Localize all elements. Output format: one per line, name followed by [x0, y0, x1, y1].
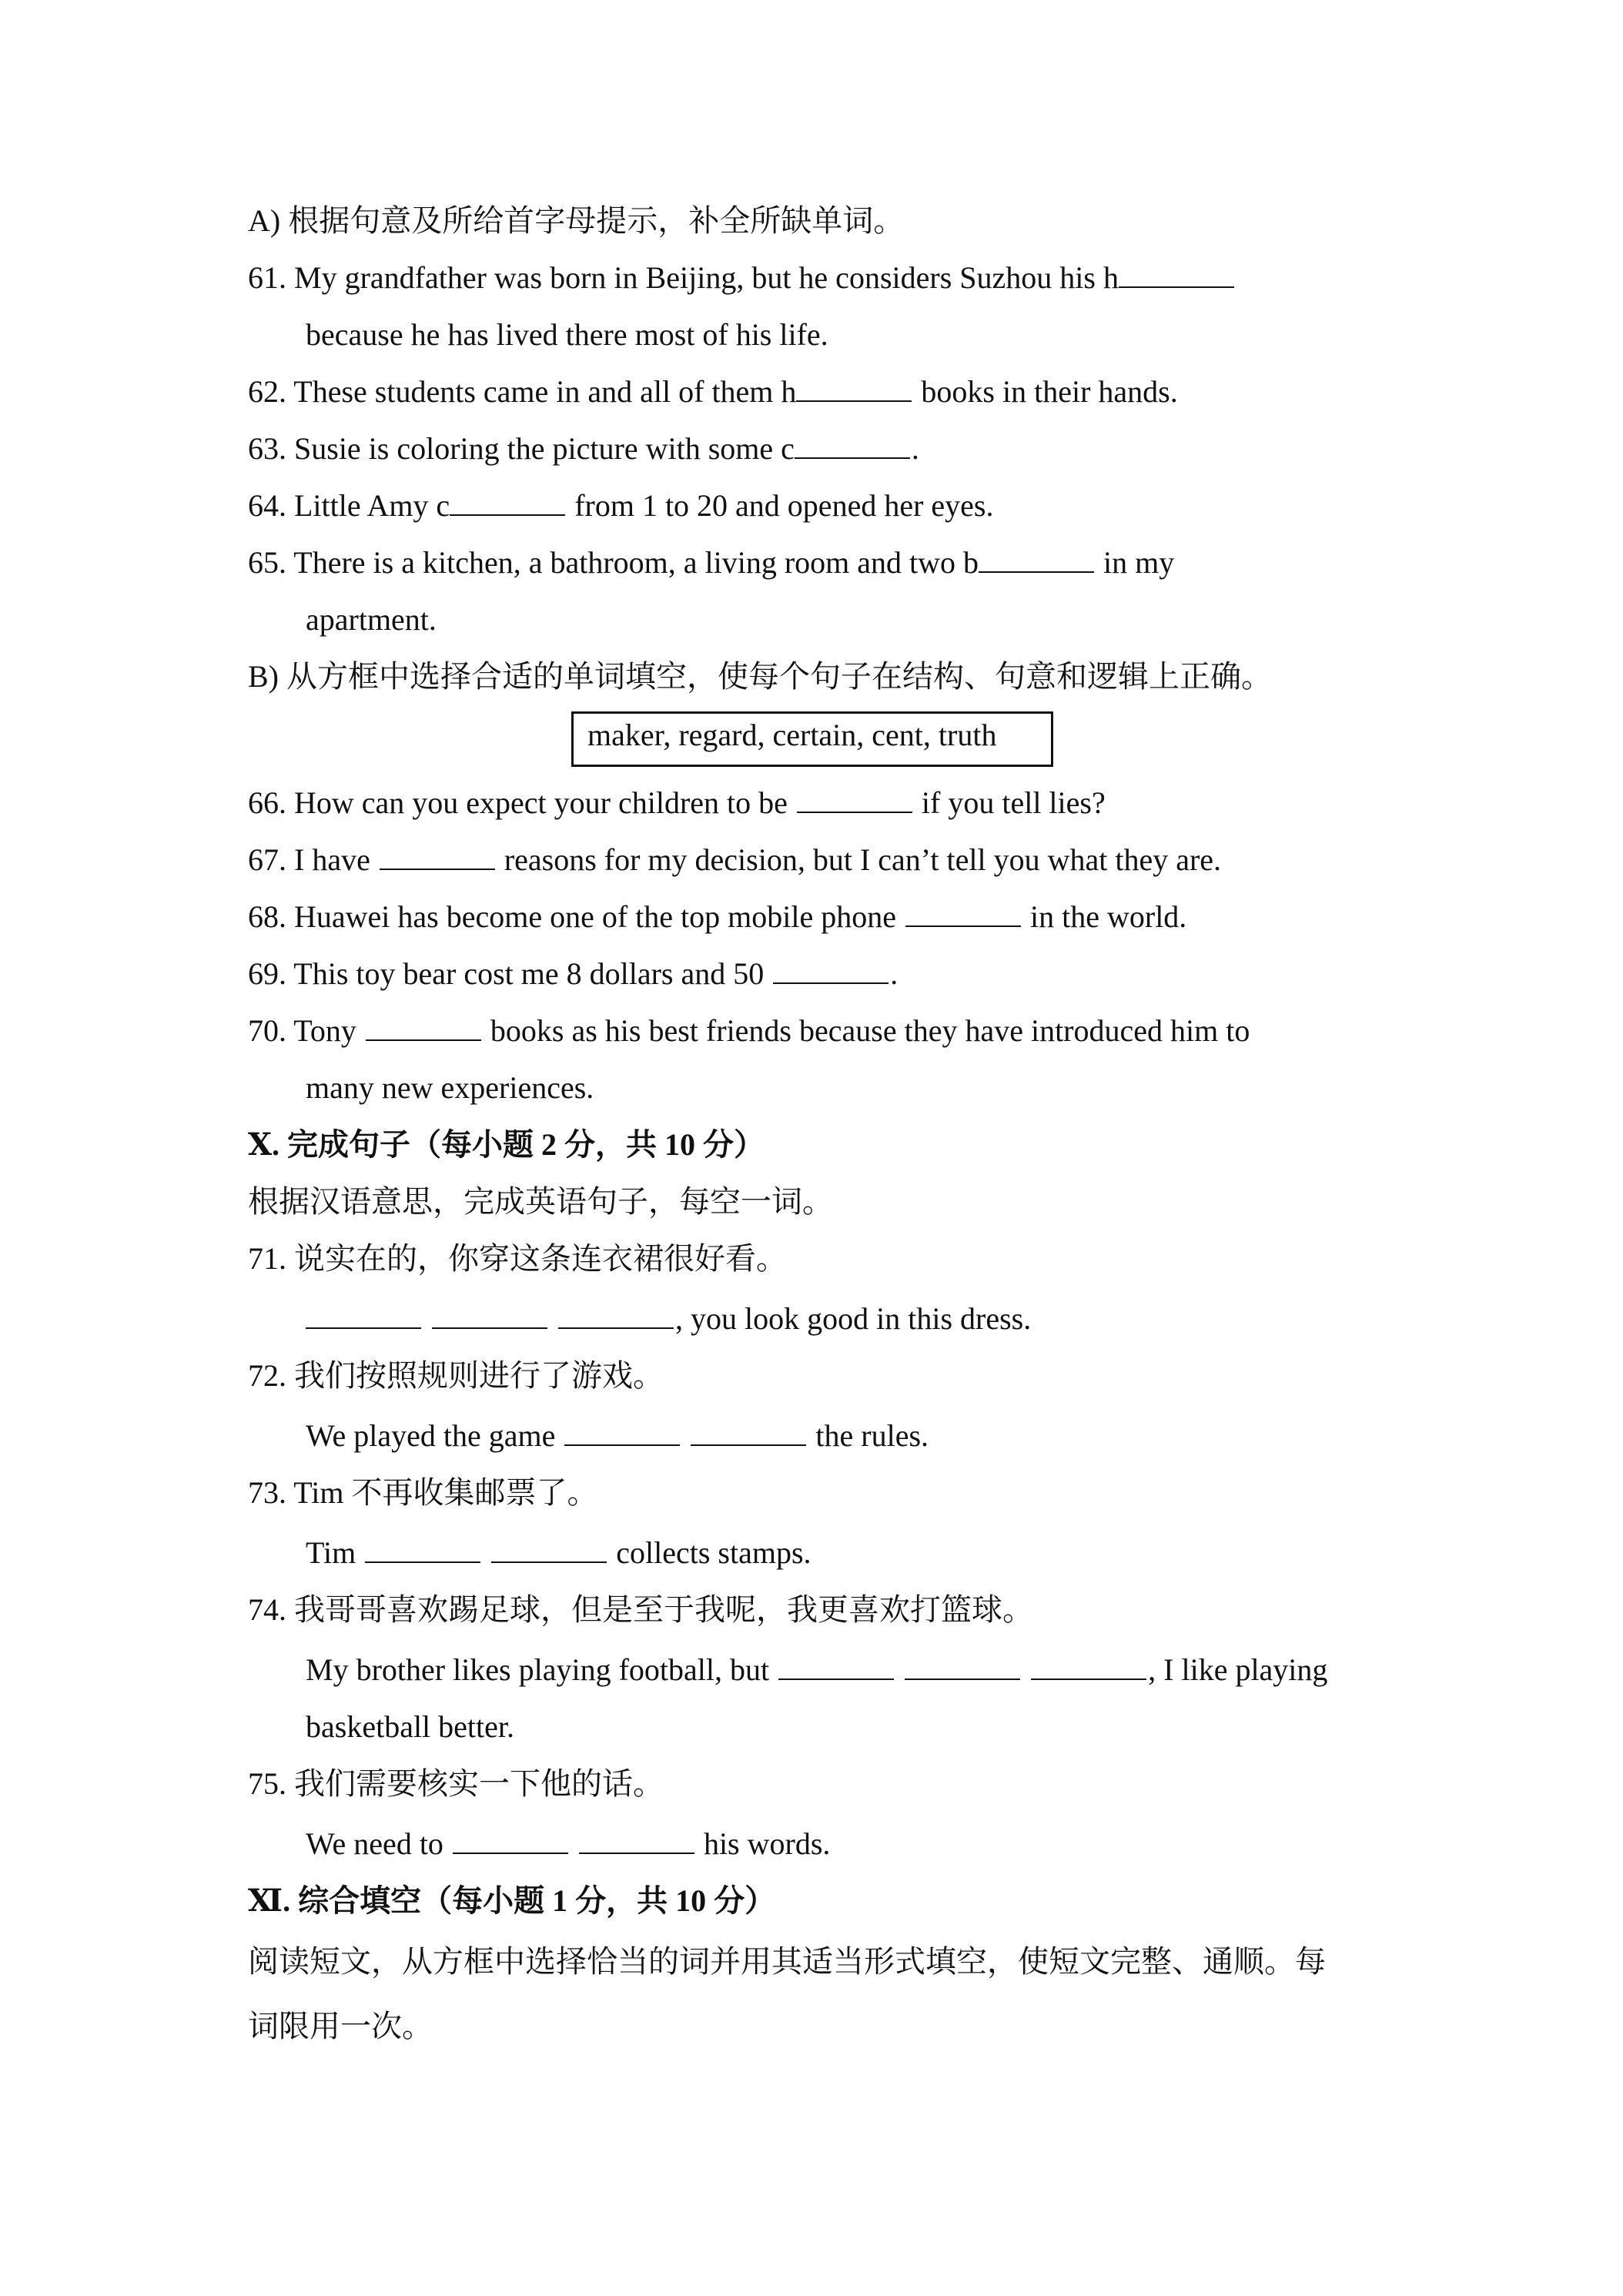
blank[interactable]: [905, 893, 1021, 927]
question-71: 71. 说实在的，你穿这条连衣裙很好看。: [248, 1241, 787, 1276]
question-69: 69. This toy bear cost me 8 dollars and 50 .: [248, 946, 1403, 1002]
blank[interactable]: [1031, 1646, 1146, 1680]
blank[interactable]: [366, 1007, 481, 1041]
question-68: 68. Huawei has become one of the top mobile phone in the world.: [248, 889, 1403, 946]
section-x-intro: 根据汉语意思，完成英语句子，每空一词。: [248, 1184, 833, 1219]
blank[interactable]: [796, 368, 912, 402]
blank[interactable]: [797, 779, 912, 813]
section-x-heading: Ⅹ. 完成句子（每小题 2 分，共 10 分）: [248, 1127, 765, 1162]
blank[interactable]: [380, 836, 495, 870]
question-75-answer: We need to his words.: [248, 1816, 1403, 1873]
section-xi-intro-cont: 词限用一次。: [248, 2009, 433, 2043]
blank[interactable]: [579, 1820, 694, 1854]
question-62: 62. These students came in and all of them h books in their hands.: [248, 363, 1403, 420]
blank[interactable]: [905, 1646, 1020, 1680]
question-70: 70. Tony books as his best friends because they have introduced him to: [248, 1002, 1403, 1059]
blank[interactable]: [564, 1412, 680, 1446]
blank[interactable]: [1119, 254, 1234, 288]
section-xi-heading: Ⅺ. 综合填空（每小题 1 分，共 10 分）: [248, 1883, 776, 1918]
section-xi-intro: 阅读短文，从方框中选择恰当的词并用其适当形式填空，使短文完整、通顺。每: [248, 1944, 1326, 1979]
question-75: 75. 我们需要核实一下他的话。: [248, 1766, 664, 1801]
worksheet-content: [248, 192, 1403, 2059]
question-61: 61. My grandfather was born in Beijing, but he considers Suzhou his h: [248, 249, 1403, 306]
blank[interactable]: [491, 1529, 607, 1563]
blank[interactable]: [558, 1295, 674, 1329]
question-65-cont: apartment.: [306, 602, 437, 637]
question-67: 67. I have reasons for my decision, but I can’t tell you what they are.: [248, 832, 1403, 889]
blank[interactable]: [795, 425, 910, 459]
blank[interactable]: [453, 1820, 568, 1854]
question-63: 63. Susie is coloring the picture with some c .: [248, 420, 1403, 477]
question-64: 64. Little Amy c from 1 to 20 and opened her eyes.: [248, 477, 1403, 534]
section-b-intro: B) 从方框中选择合适的单词填空，使每个句子在结构、句意和逻辑上正确。: [248, 659, 1272, 694]
blank[interactable]: [691, 1412, 806, 1446]
blank[interactable]: [778, 1646, 894, 1680]
blank[interactable]: [450, 482, 565, 516]
blank[interactable]: [365, 1529, 480, 1563]
question-72-answer: We played the game the rules.: [248, 1407, 1403, 1464]
question-74-answer-cont: basketball better.: [306, 1709, 515, 1744]
blank[interactable]: [773, 950, 888, 984]
question-72: 72. 我们按照规则进行了游戏。: [248, 1358, 664, 1393]
question-73: 73. Tim 不再收集邮票了。: [248, 1475, 598, 1510]
question-70-cont: many new experiences.: [306, 1070, 594, 1105]
question-65: 65. There is a kitchen, a bathroom, a living room and two b in my: [248, 534, 1403, 591]
word-box: maker, regard, certain, cent, truth: [571, 711, 1053, 767]
question-74: 74. 我哥哥喜欢踢足球，但是至于我呢，我更喜欢打篮球。: [248, 1592, 1033, 1627]
question-73-answer: Tim collects stamps.: [248, 1525, 1403, 1581]
blank[interactable]: [432, 1295, 547, 1329]
question-71-answer: , you look good in this dress.: [248, 1290, 1403, 1347]
question-66: 66. How can you expect your children to be if you tell lies?: [248, 775, 1403, 832]
section-a-intro: A) 根据句意及所给首字母提示，补全所缺单词。: [248, 203, 905, 238]
question-74-answer: My brother likes playing football, but , I like playing: [248, 1642, 1403, 1699]
blank[interactable]: [306, 1295, 421, 1329]
question-61-cont: because he has lived there most of his life.: [306, 317, 828, 352]
blank[interactable]: [979, 539, 1094, 573]
